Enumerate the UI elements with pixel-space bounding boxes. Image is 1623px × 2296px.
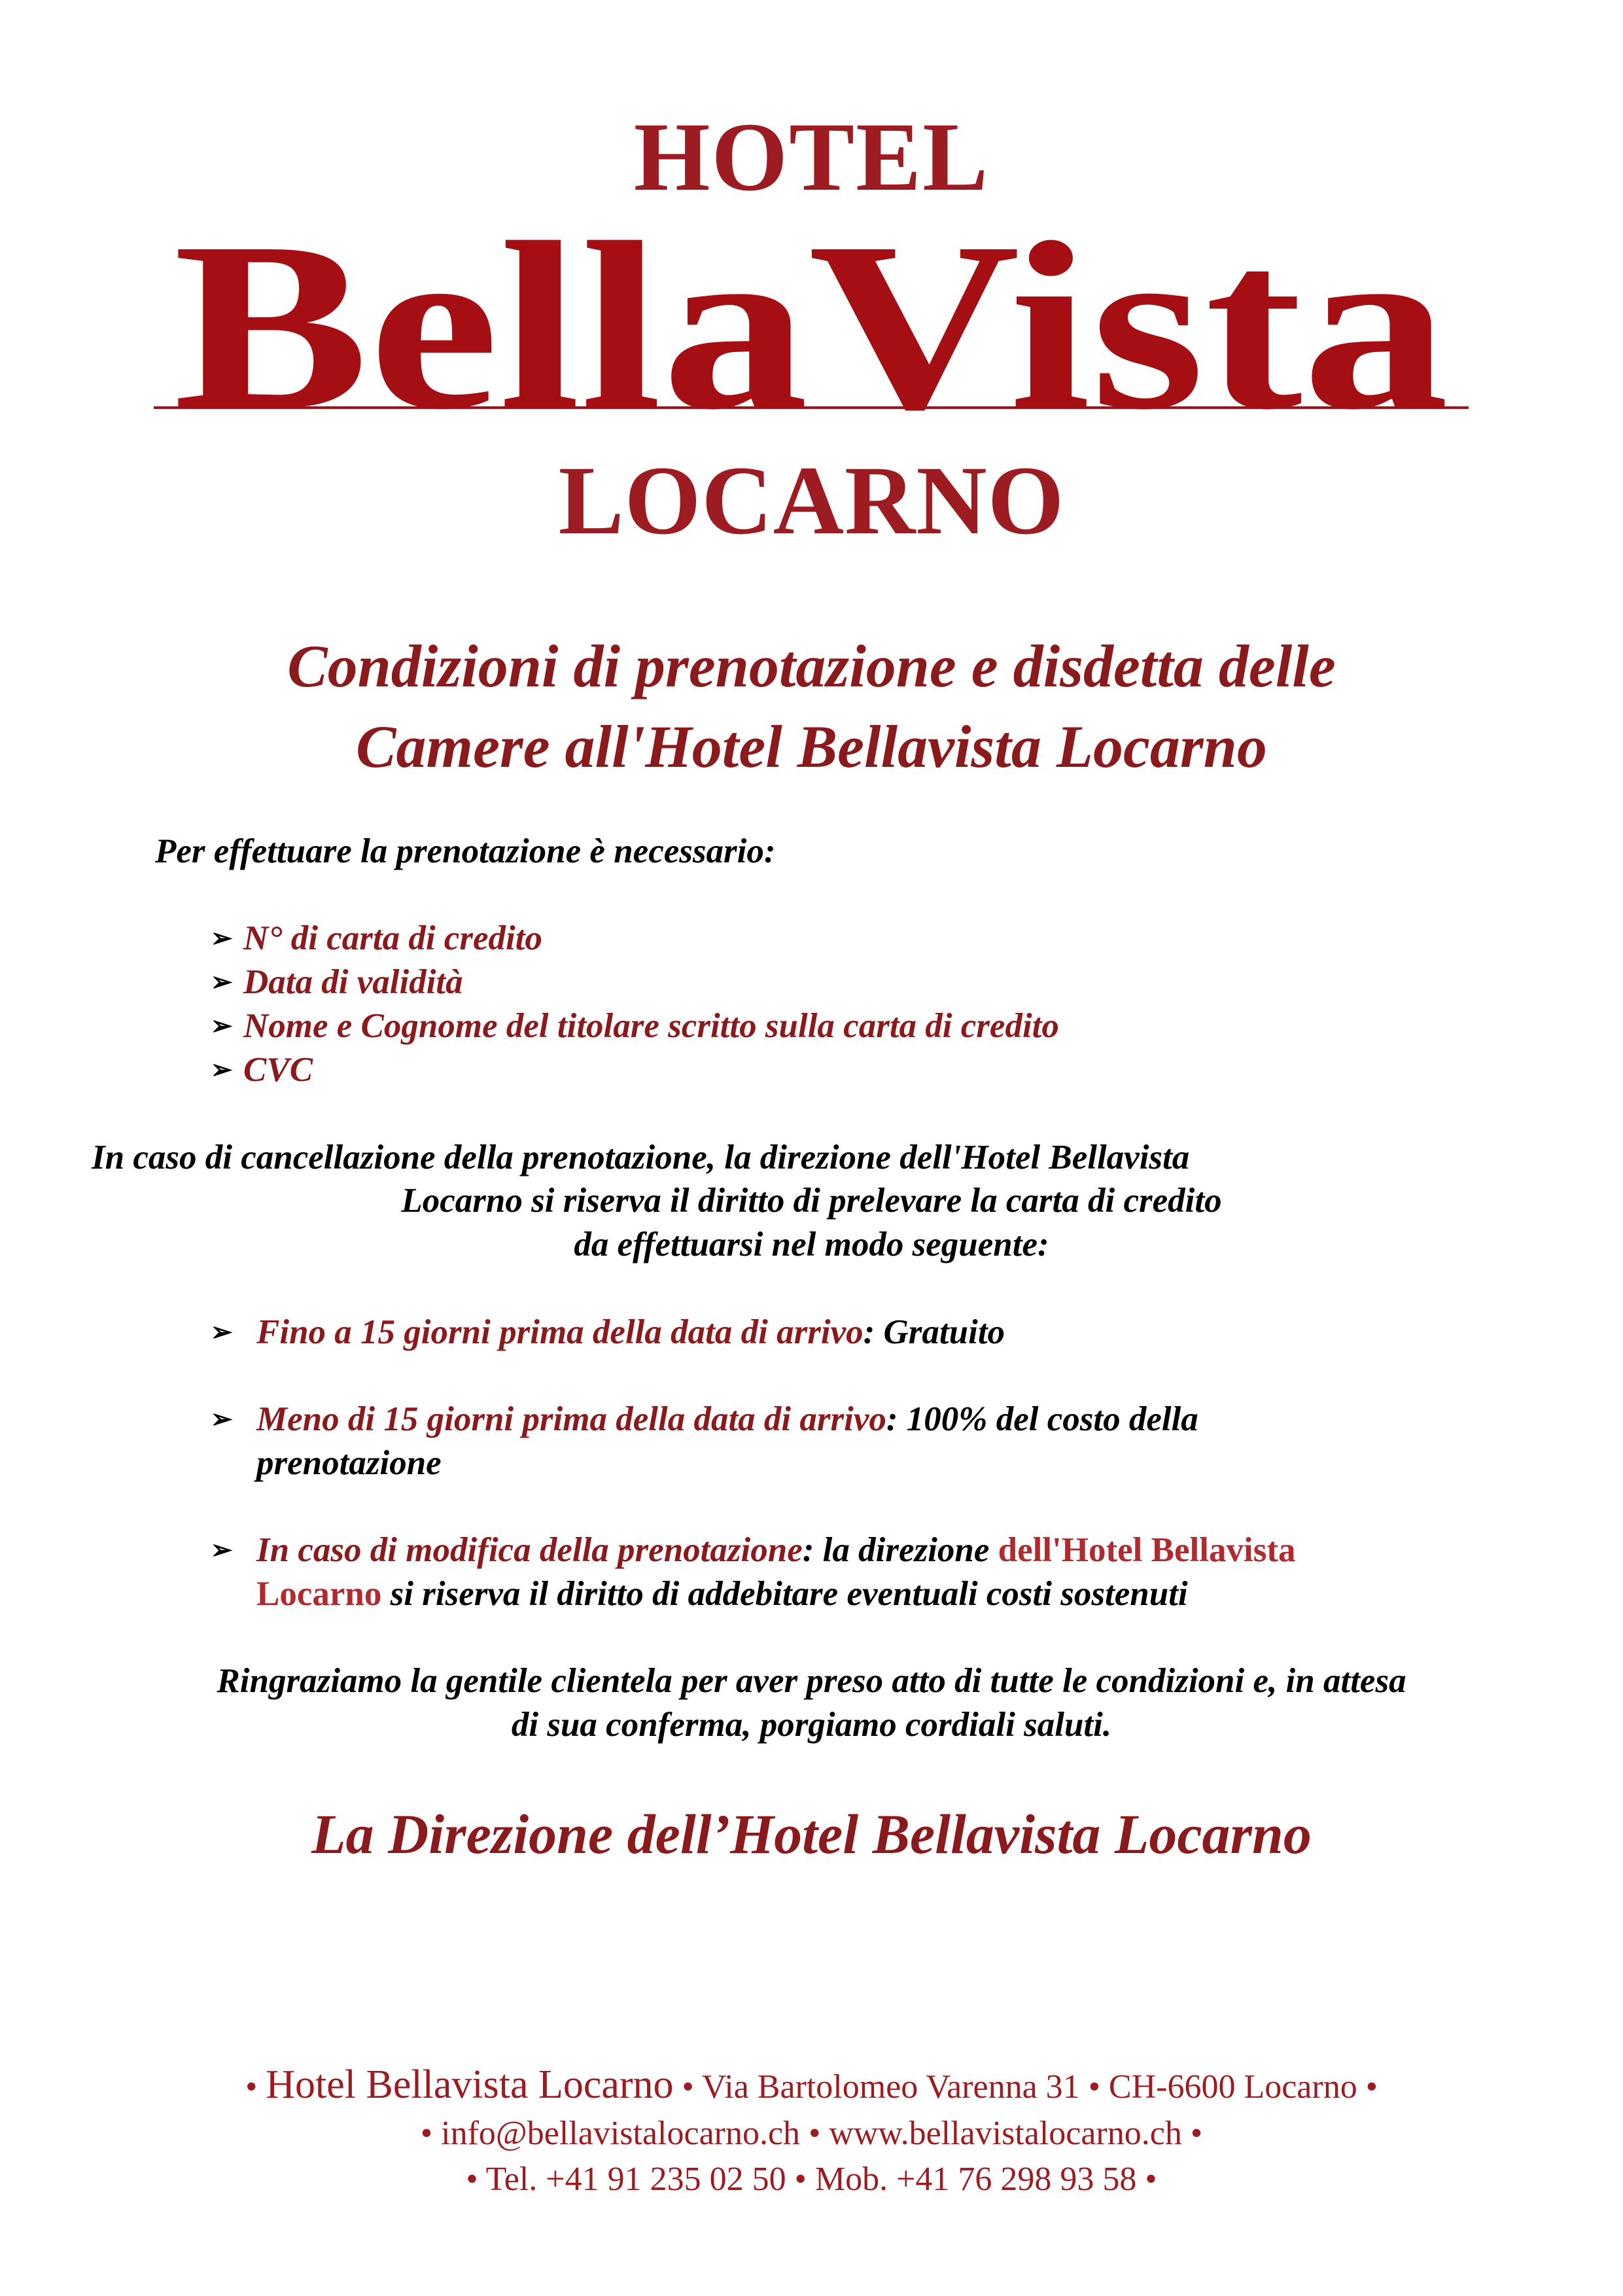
footer-separator: • [1190,2115,1203,2152]
list-item: ➢ Data di validità [211,963,463,1001]
arrow-bullet-icon: ➢ [211,1055,233,1084]
cancellation-text-line-2: Locarno si riserva il diritto di prelevare la carta di credito [401,1182,1222,1220]
thanks-text-line-1: Ringraziamo la gentile clientela per aver preso atto di tutte le condizioni e, in attesa [217,1662,1406,1700]
footer-hotel-name: Hotel Bellavista Locarno [266,2062,674,2107]
condition-item [211,1400,1198,1438]
condition-item [211,1313,1005,1351]
footer-line-1 [0,2064,1623,2105]
cancellation-text-line-1: In caso di cancellazione della prenotazione, la direzione dell'Hotel Bellavista [92,1139,1190,1176]
footer-website-link[interactable]: www.bellavistalocarno.ch [829,2115,1182,2152]
list-item: ➢ CVC [211,1051,313,1089]
page-title-line-1: Condizioni di prenotazione e disdetta delle [287,633,1336,699]
arrow-bullet-icon: ➢ [211,1535,233,1564]
footer-separator: • [1365,2068,1378,2106]
footer-phone: Tel. +41 91 235 02 50 [485,2161,786,2198]
bellavista-logo [154,216,1469,432]
footer-separator: • [1088,2068,1100,2106]
footer-separator: • [809,2115,821,2152]
condition-highlight: dell'Hotel Bellavista [998,1531,1296,1569]
list-item: ➢ N° di carta di credito [211,919,542,957]
arrow-bullet-icon: ➢ [211,1404,233,1434]
condition-label: In caso di modifica della prenotazione [256,1531,803,1569]
footer-mobile: Mob. +41 76 298 93 58 [814,2161,1137,2198]
footer-line-3 [0,2163,1623,2197]
intro-text: Per effettuare la prenotazione è necessario: [155,832,776,870]
footer-separator: • [245,2068,258,2106]
arrow-bullet-icon: ➢ [211,923,233,953]
footer-separator: • [1145,2161,1157,2198]
condition-item [211,1531,1296,1569]
condition-label: Fino a 15 giorni prima della data di arrivo [256,1313,864,1351]
footer-separator: • [682,2068,694,2106]
arrow-bullet-icon: ➢ [211,967,233,997]
condition-text-continued [256,1577,1188,1612]
logo-hotel-text: HOTEL [633,103,990,211]
footer-email-link[interactable]: info@bellavistalocarno.ch [441,2115,801,2152]
arrow-bullet-icon: ➢ [211,1011,233,1040]
condition-label: Meno di 15 giorni prima della data di arrivo [256,1400,886,1438]
footer-city: CH-6600 Locarno [1108,2068,1357,2106]
footer-address: Via Bartolomeo Varenna 31 [701,2068,1080,2106]
condition-highlight-continued: Locarno [256,1575,382,1613]
logo-bellavista-text: BellaVista [173,216,1449,432]
thanks-text-line-2: di sua conferma, porgiamo cordiali saluti. [511,1706,1112,1744]
logo-locarno-text: LOCARNO [558,446,1065,555]
condition-text-continued: prenotazione [256,1444,442,1482]
footer-line-2 [0,2117,1623,2151]
footer-separator: • [420,2115,433,2152]
condition-text: : la direzione [802,1531,998,1569]
cancellation-text-line-3: da effettuarsi nel modo seguente: [574,1226,1049,1263]
condition-text: : 100% del costo della [886,1400,1198,1438]
condition-text-continued-rest: si riserva il diritto di addebitare eventuali costi sostenuti [381,1575,1188,1613]
arrow-bullet-icon: ➢ [211,1317,233,1347]
list-item: ➢ Nome e Cognome del titolare scritto sulla carta di credito [211,1007,1059,1045]
page-title-line-2: Camere all'Hotel Bellavista Locarno [356,713,1267,780]
condition-text: : Gratuito [863,1313,1005,1351]
signature: La Direzione dell’Hotel Bellavista Locarno [311,1803,1312,1865]
footer-separator: • [466,2161,478,2198]
footer-separator: • [794,2161,807,2198]
